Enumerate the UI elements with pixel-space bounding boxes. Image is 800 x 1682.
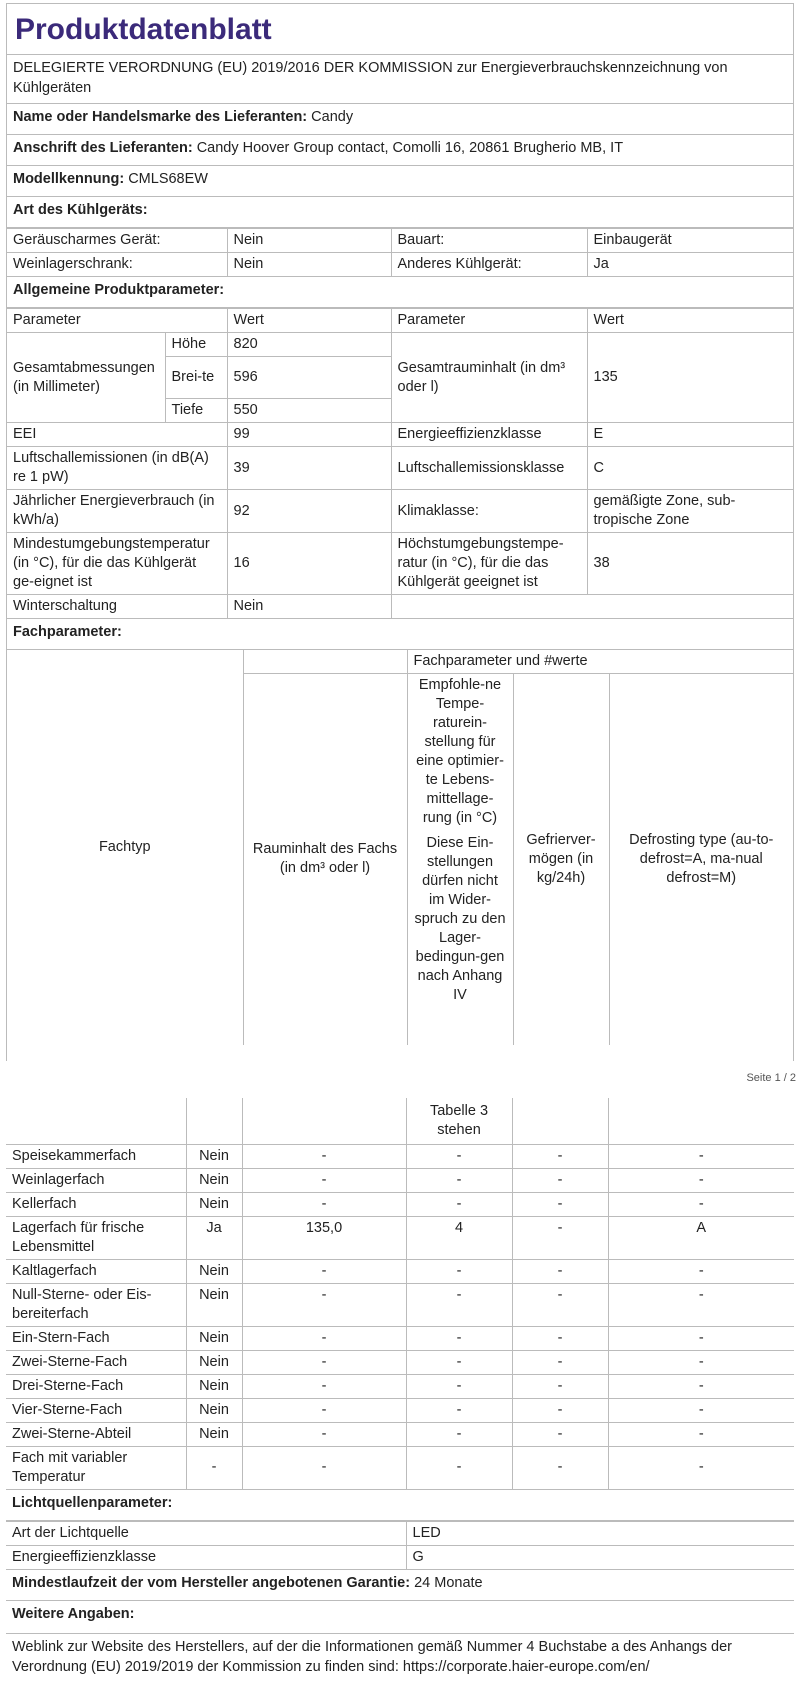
type-row	[7, 253, 793, 277]
comp-continued-row	[6, 1098, 794, 1144]
type-cell: Ja	[587, 253, 793, 277]
compartment-value: Nein	[186, 1326, 242, 1350]
compartment-value: -	[512, 1168, 608, 1192]
general-row	[7, 490, 793, 533]
compartment-row	[6, 1350, 794, 1374]
dim-value: 820	[227, 333, 391, 357]
cont-spacer	[512, 1098, 608, 1144]
compartment-row	[6, 1326, 794, 1350]
compartment-row	[6, 1446, 794, 1489]
compartment-row	[6, 1144, 794, 1168]
compartment-value: -	[242, 1398, 406, 1422]
regulation-text: DELEGIERTE VERORDNUNG (EU) 2019/2016 DER KOMMISSION zur Energieverbrauchskennzeichnung von Kühlgeräten	[7, 55, 793, 104]
param-value: 99	[227, 423, 391, 447]
compartment-value: -	[406, 1326, 512, 1350]
type-cell: Geräuscharmes Gerät:	[7, 229, 227, 253]
general-table	[7, 308, 793, 619]
cont-spacer	[6, 1098, 186, 1144]
compartment-value: -	[242, 1283, 406, 1326]
page-1	[6, 3, 794, 1061]
type-table	[7, 228, 793, 277]
param-label: Energieeffizienzklasse	[391, 423, 587, 447]
compartments-heading: Fachparameter:	[13, 624, 122, 640]
compartment-value: Nein	[186, 1350, 242, 1374]
general-row	[7, 595, 793, 619]
compartment-value: Nein	[186, 1192, 242, 1216]
volume-label: Gesamtrauminhalt (in dm³ oder l)	[391, 333, 587, 423]
light-table	[6, 1521, 794, 1570]
model-row	[7, 166, 793, 197]
compartment-value: -	[242, 1446, 406, 1489]
compartment-value: -	[406, 1422, 512, 1446]
compartment-value: -	[608, 1168, 794, 1192]
compartment-value: Nein	[186, 1259, 242, 1283]
compartment-name: Ein-Stern-Fach	[6, 1326, 186, 1350]
param-empty	[391, 595, 793, 619]
compartment-value: -	[512, 1446, 608, 1489]
cont-spacer	[186, 1098, 242, 1144]
compartment-value: -	[242, 1192, 406, 1216]
supplier-address-row	[7, 135, 793, 166]
compartments-table	[6, 1098, 794, 1490]
compartment-name: Speisekammerfach	[6, 1144, 186, 1168]
compartment-value: -	[242, 1168, 406, 1192]
general-row	[7, 533, 793, 595]
compartment-value: -	[512, 1259, 608, 1283]
compartment-value: -	[608, 1374, 794, 1398]
compartment-value: -	[608, 1350, 794, 1374]
col-param-header: Parameter	[7, 309, 227, 333]
light-value: LED	[406, 1521, 794, 1545]
supplier-name-value: Candy	[311, 109, 354, 125]
compartment-name: Zwei-Sterne-Abteil	[6, 1422, 186, 1446]
compartment-row	[6, 1283, 794, 1326]
param-value: Nein	[227, 595, 391, 619]
compartment-value: -	[608, 1398, 794, 1422]
dim-label: Gesamtabmessungen (in Millimeter)	[7, 333, 165, 423]
compartment-value: -	[242, 1422, 406, 1446]
param-value: C	[587, 447, 793, 490]
warranty-label: Mindestlaufzeit der vom Hersteller angebotenen Garantie:	[12, 1574, 411, 1591]
compartment-value: Nein	[186, 1422, 242, 1446]
type-cell: Bauart:	[391, 229, 587, 253]
type-heading: Art des Kühlgeräts:	[7, 197, 793, 228]
compartment-value: -	[406, 1398, 512, 1422]
compartment-name: Drei-Sterne-Fach	[6, 1374, 186, 1398]
col-temp-header	[407, 674, 513, 1045]
param-value: 16	[227, 533, 391, 595]
type-cell: Nein	[227, 253, 391, 277]
compartment-value: -	[512, 1144, 608, 1168]
compartment-value: -	[406, 1168, 512, 1192]
compartment-value: -	[608, 1144, 794, 1168]
param-label: Mindestumgebungstemperatur (in °C), für die das Kühlgerät ge-eignet ist	[7, 533, 227, 595]
compartment-value: 4	[406, 1216, 512, 1259]
dim-name: Brei-te	[165, 357, 227, 399]
param-label: Jährlicher Energieverbrauch (in kWh/a)	[7, 490, 227, 533]
dim-value: 596	[227, 357, 391, 399]
light-label: Art der Lichtquelle	[6, 1521, 406, 1545]
compartment-value: 135,0	[242, 1216, 406, 1259]
general-row	[7, 423, 793, 447]
general-heading: Allgemeine Produktparameter:	[7, 277, 793, 308]
more-text: Weblink zur Website des Herstellers, auf der die Informationen gemäß Nummer 4 Buchstabe a des Anhangs der Verordnung (EU) 2019/2019 der Kommission zu finden sind: https://corporate.haier-europe.com/en/	[12, 1638, 732, 1675]
param-value: 39	[227, 447, 391, 490]
compartment-value: -	[512, 1192, 608, 1216]
dim-name: Höhe	[165, 333, 227, 357]
light-heading: Lichtquellenparameter:	[6, 1490, 794, 1521]
compartment-value: -	[512, 1422, 608, 1446]
col-volume-header: Rauminhalt des Fachs (in dm³ oder l)	[243, 674, 407, 1045]
compartment-value: -	[406, 1192, 512, 1216]
compartment-value: -	[608, 1283, 794, 1326]
compartment-value: -	[512, 1283, 608, 1326]
cont-spacer	[608, 1098, 794, 1144]
compartment-value: Nein	[186, 1144, 242, 1168]
comp-group-header-row	[7, 650, 793, 674]
page-footer: Seite 1 / 2	[746, 1072, 796, 1084]
light-row	[6, 1521, 794, 1545]
type-cell: Nein	[227, 229, 391, 253]
compartment-value: -	[186, 1446, 242, 1489]
compartment-value: -	[406, 1283, 512, 1326]
param-label: Winterschaltung	[7, 595, 227, 619]
compartment-value: -	[512, 1350, 608, 1374]
group-spacer	[243, 650, 407, 674]
param-label: Luftschallemissionsklasse	[391, 447, 587, 490]
compartment-value: -	[608, 1446, 794, 1489]
col-value-header: Wert	[587, 309, 793, 333]
dim-name: Tiefe	[165, 399, 227, 423]
compartment-row	[6, 1259, 794, 1283]
supplier-address-value: Candy Hoover Group contact, Comolli 16, 20861 Brugherio MB, IT	[196, 140, 624, 156]
type-row	[7, 229, 793, 253]
volume-value: 135	[587, 333, 793, 423]
light-label: Energieeffizienzklasse	[6, 1545, 406, 1569]
compartment-value: -	[406, 1446, 512, 1489]
dim-row	[7, 333, 793, 357]
compartment-row	[6, 1374, 794, 1398]
compartment-name: Vier-Sterne-Fach	[6, 1398, 186, 1422]
compartment-value: A	[608, 1216, 794, 1259]
model-label: Modellkennung:	[13, 171, 125, 187]
param-label: EEI	[7, 423, 227, 447]
col-value-header: Wert	[227, 309, 391, 333]
param-value: E	[587, 423, 793, 447]
compartment-row	[6, 1168, 794, 1192]
compartments-header-table	[7, 649, 793, 1045]
model-value: CMLS68EW	[128, 171, 208, 187]
type-cell: Weinlagerschrank:	[7, 253, 227, 277]
col-temp-text-b: Diese Ein-stellungen dürfen nicht im Wider-spruch zu den Lager-bedingun-gen nach Anhang IV	[414, 835, 506, 1003]
dim-value: 550	[227, 399, 391, 423]
compartment-value: -	[608, 1422, 794, 1446]
compartment-name: Lagerfach für frische Lebensmittel	[6, 1216, 186, 1259]
col-temp-text-c: Tabelle 3 stehen	[406, 1098, 512, 1144]
compartment-value: -	[406, 1350, 512, 1374]
compartment-value: -	[242, 1144, 406, 1168]
compartment-value: Nein	[186, 1168, 242, 1192]
compartment-name: Kaltlagerfach	[6, 1259, 186, 1283]
compartment-row	[6, 1398, 794, 1422]
page-2	[6, 1098, 794, 1674]
param-value: gemäßigte Zone, sub-tropische Zone	[587, 490, 793, 533]
compartment-value: -	[608, 1326, 794, 1350]
compartment-value: -	[406, 1374, 512, 1398]
general-header-row	[7, 309, 793, 333]
compartment-value: -	[242, 1259, 406, 1283]
compartment-row	[6, 1216, 794, 1259]
compartment-value: -	[512, 1398, 608, 1422]
col-temp-text-a: Empfohle-ne Tempe-raturein-stellung für eine optimier-te Lebens-mittellage-rung (in °C)	[416, 677, 504, 826]
supplier-address-label: Anschrift des Lieferanten:	[13, 140, 193, 156]
compartment-name: Kellerfach	[6, 1192, 186, 1216]
warranty-value: 24 Monate	[414, 1574, 483, 1591]
compartment-value: -	[512, 1374, 608, 1398]
compartment-value: -	[242, 1374, 406, 1398]
compartment-value: -	[608, 1192, 794, 1216]
light-value: G	[406, 1545, 794, 1569]
type-cell: Anderes Kühlgerät:	[391, 253, 587, 277]
compartment-value: Nein	[186, 1374, 242, 1398]
more-heading: Weitere Angaben:	[6, 1601, 794, 1634]
compartment-row	[6, 1422, 794, 1446]
warranty-row	[6, 1570, 794, 1601]
compartment-value: Nein	[186, 1398, 242, 1422]
compartment-value: -	[608, 1259, 794, 1283]
param-value: 38	[587, 533, 793, 595]
compartment-row	[6, 1192, 794, 1216]
compartment-value: -	[512, 1216, 608, 1259]
page-title: Produktdatenblatt	[7, 4, 793, 55]
param-label: Luftschallemissionen (in dB(A) re 1 pW)	[7, 447, 227, 490]
col-defrost-header: Defrosting type (au-to-defrost=A, ma-nual defrost=M)	[609, 674, 793, 1045]
compartment-value: -	[406, 1259, 512, 1283]
compartment-value: Ja	[186, 1216, 242, 1259]
compartment-name: Zwei-Sterne-Fach	[6, 1350, 186, 1374]
param-value: 92	[227, 490, 391, 533]
compartment-name: Weinlagerfach	[6, 1168, 186, 1192]
compartment-value: -	[406, 1144, 512, 1168]
general-row	[7, 447, 793, 490]
compartment-value: -	[512, 1326, 608, 1350]
col-param-header: Parameter	[391, 309, 587, 333]
col-type-header: Fachtyp	[7, 650, 243, 1045]
param-label: Höchstumgebungstempe-ratur (in °C), für die das Kühlgerät geeignet ist	[391, 533, 587, 595]
col-freeze-header: Gefrierver-mögen (in kg/24h)	[513, 674, 609, 1045]
supplier-name-label: Name oder Handelsmarke des Lieferanten:	[13, 109, 308, 125]
compartment-value: -	[242, 1326, 406, 1350]
compartment-name: Null-Sterne- oder Eis-bereiterfach	[6, 1283, 186, 1326]
compartment-name: Fach mit variabler Temperatur	[6, 1446, 186, 1489]
param-label: Klimaklasse:	[391, 490, 587, 533]
light-row	[6, 1545, 794, 1569]
group-header: Fachparameter und #werte	[407, 650, 793, 674]
type-cell: Einbaugerät	[587, 229, 793, 253]
supplier-name-row	[7, 104, 793, 135]
cont-spacer	[242, 1098, 406, 1144]
compartment-value: -	[242, 1350, 406, 1374]
compartment-value: Nein	[186, 1283, 242, 1326]
